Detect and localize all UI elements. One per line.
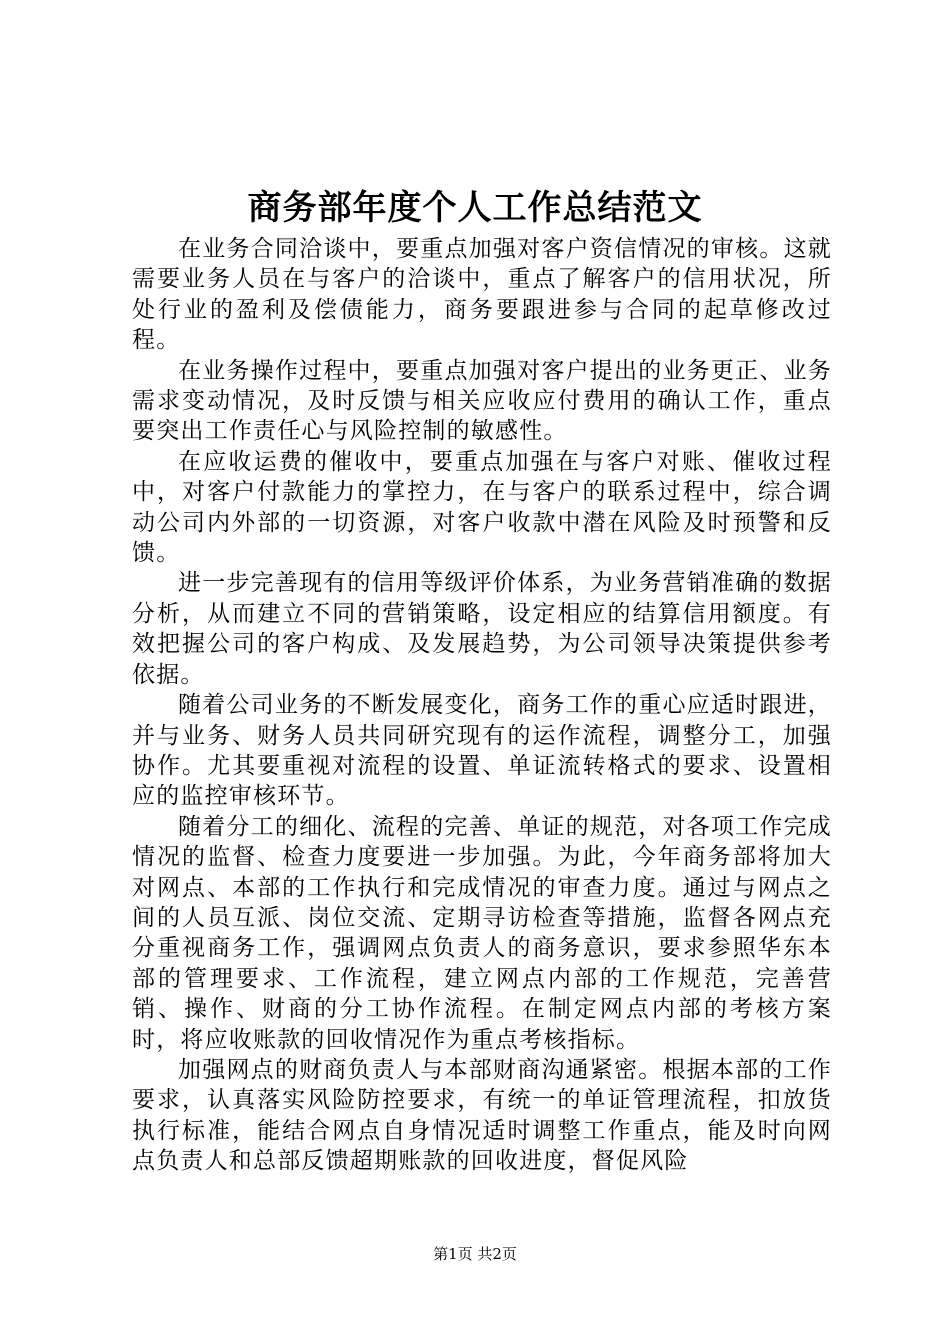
paragraph: 进一步完善现有的信用等级评价体系，为业务营销准确的数据分析，从而建立不同的营销策略，设定相应的结算信用额度。有效把握公司的客户构成、及发展趋势，为公司领导决策提供参考依据。: [132, 570, 832, 688]
paragraph: 随着公司业务的不断发展变化，商务工作的重心应适时跟进，并与业务、财务人员共同研究现有的运作流程，调整分工，加强协作。尤其要重视对流程的设置、单证流转格式的要求、设置相应的监控审核环节。: [132, 692, 832, 810]
paragraph: 随着分工的细化、流程的完善、单证的规范，对各项工作完成情况的监督、检查力度要进一步加强。为此，今年商务部将加大对网点、本部的工作执行和完成情况的审查力度。通过与网点之间的人员互派、岗位交流、定期寻访检查等措施，监督各网点充分重视商务工作，强调网点负责人的商务意识，要求参照华东本部的管理要求、工作流程，建立网点内部的工作规范，完善营销、操作、财商的分工协作流程。在制定网点内部的考核方案时，将应收账款的回收情况作为重点考核指标。: [132, 813, 832, 1053]
document-body: [132, 234, 832, 1177]
paragraph: 在应收运费的催收中，要重点加强在与客户对账、催收过程中，对客户付款能力的掌控力，在与客户的联系过程中，综合调动公司内外部的一切资源，对客户收款中潜在风险及时预警和反馈。: [132, 448, 832, 567]
document-title: 商务部年度个人工作总结范文: [247, 188, 703, 228]
paragraph: 在业务合同洽谈中，要重点加强对客户资信情况的审核。这就需要业务人员在与客户的洽谈中，重点了解客户的信用状况，所处行业的盈利及偿债能力，商务要跟进参与合同的起草修改过程。: [132, 236, 832, 354]
page-number-footer: 第1页 共2页: [433, 1245, 517, 1263]
paragraph: 在业务操作过程中，要重点加强对客户提出的业务更正、业务需求变动情况，及时反馈与相关应收应付费用的确认工作，重点要突出工作责任心与风险控制的敏感性。: [132, 357, 832, 445]
paragraph: 加强网点的财商负责人与本部财商沟通紧密。根据本部的工作要求，认真落实风险防控要求，有统一的单证管理流程，扣放货执行标准，能结合网点自身情况适时调整工作重点，能及时向网点负责人和总部反馈超期账款的回收进度，督促风险: [132, 1056, 832, 1175]
